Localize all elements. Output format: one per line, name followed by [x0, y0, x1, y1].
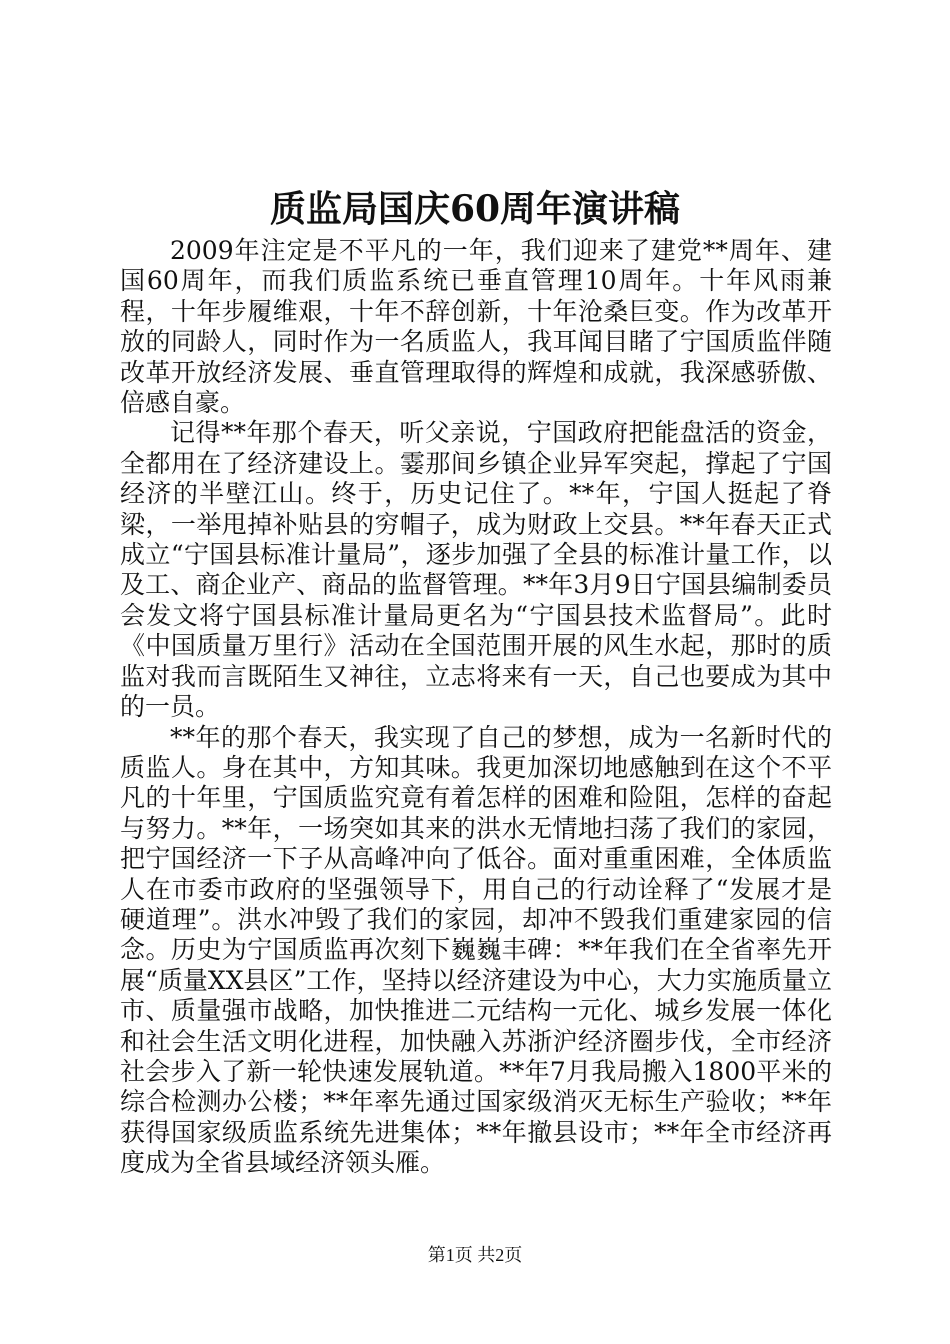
paragraph-2: 记得**年那个春天，听父亲说，宁国政府把能盘活的资金，全都用在了经济建设上。霎那间乡镇企业异军突起，撑起了宁国经济的半壁江山。终于，历史记住了。**年，宁国人挺起了脊梁，一举甩掉补贴县的穷帽子，成为财政上交县。**年春天正式成立“宁国县标准计量局”，逐步加强了全县的标准计量工作，以及工、商企业产、商品的监督管理。**年3月9日宁国县编制委员会发文将宁国县标准计量局更名为“宁国县技术监督局”。此时《中国质量万里行》活动在全国范围开展的风生水起，那时的质监对我而言既陌生又神往，立志将来有一天，自己也要成为其中的一员。 — [120, 418, 832, 722]
paragraph-1: 2009年注定是不平凡的一年，我们迎来了建党**周年、建国60周年，而我们质监系统已垂直管理10周年。十年风雨兼程，十年步履维艰，十年不辞创新，十年沧桑巨变。作为改革开放的同龄人，同时作为一名质监人，我耳闻目睹了宁国质监伴随改革开放经济发展、垂直管理取得的辉煌和成就，我深感骄傲、倍感自豪。 — [120, 236, 832, 418]
document-body — [120, 236, 832, 1179]
document-title: 质监局国庆60周年演讲稿 — [269, 188, 681, 230]
page-footer: 第1页 共2页 — [427, 1245, 523, 1265]
paragraph-3: **年的那个春天，我实现了自己的梦想，成为一名新时代的质监人。身在其中，方知其味。我更加深切地感触到在这个不平凡的十年里，宁国质监究竟有着怎样的困难和险阻，怎样的奋起与努力。**年，一场突如其来的洪水无情地扫荡了我们的家园，把宁国经济一下子从高峰冲向了低谷。面对重重困难，全体质监人在市委市政府的坚强领导下，用自己的行动诠释了“发展才是硬道理”。洪水冲毁了我们的家园，却冲不毁我们重建家园的信念。历史为宁国质监再次刻下巍巍丰碑：**年我们在全省率先开展“质量XX县区”工作，坚持以经济建设为中心，大力实施质量立市、质量强市战略，加快推进二元结构一元化、城乡发展一体化和社会生活文明化进程，加快融入苏浙沪经济圈步伐，全市经济社会步入了新一轮快速发展轨道。**年7月我局搬入1800平米的综合检测办公楼；**年率先通过国家级消灭无标生产验收；**年获得国家级质监系统先进集体；**年撤县设市；**年全市经济再度成为全省县域经济领头雁。 — [120, 722, 832, 1178]
